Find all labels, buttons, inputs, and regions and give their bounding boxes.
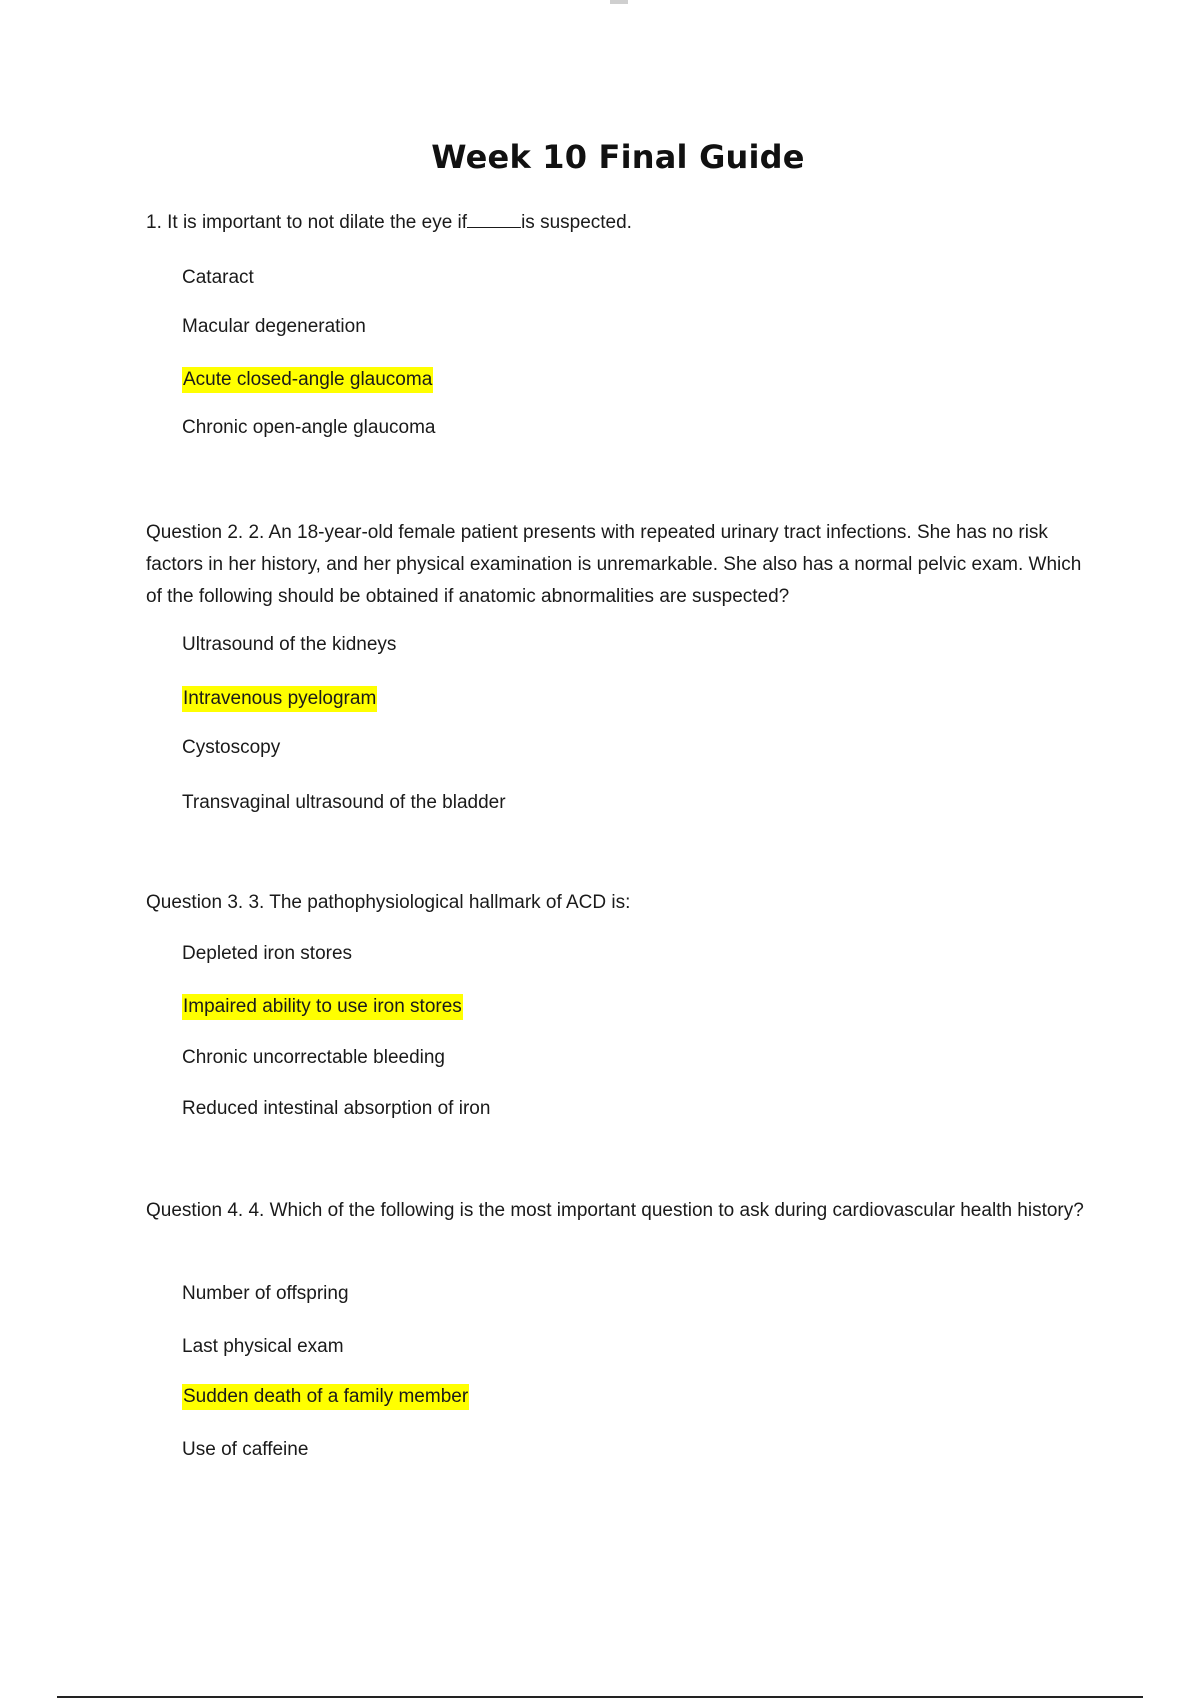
question-1-option-3-highlighted: Acute closed-angle glaucoma <box>182 367 433 393</box>
page-bottom-rule <box>57 1696 1143 1698</box>
question-1-suffix: is suspected. <box>521 212 632 233</box>
question-2-option-2-highlighted: Intravenous pyelogram <box>182 686 377 712</box>
question-1-option-4: Chronic open-angle glaucoma <box>182 417 436 438</box>
question-3-option-4: Reduced intestinal absorption of iron <box>182 1098 491 1119</box>
page-top-marker <box>610 0 628 4</box>
question-1-prefix: 1. It is important to not dilate the eye if <box>146 212 468 233</box>
question-2-option-1: Ultrasound of the kidneys <box>182 634 397 655</box>
question-3-option-3: Chronic uncorrectable bleeding <box>182 1047 445 1068</box>
answer-blank <box>467 209 521 228</box>
question-3-option-2-highlighted: Impaired ability to use iron stores <box>182 994 463 1020</box>
question-2: Question 2. 2. An 18-year-old female patient presents with repeated urinary tract infections. She has no risk factors in her history, and her physical examination is unremarkable. She also has a normal pelvic exam. Which of the following should be obtained if anatomic abnormalities are suspected? <box>146 522 1082 607</box>
question-3: Question 3. 3. The pathophysiological hallmark of ACD is: <box>146 892 631 913</box>
question-1-option-2: Macular degeneration <box>182 316 366 337</box>
question-3-option-1: Depleted iron stores <box>182 943 353 964</box>
question-4-option-2: Last physical exam <box>182 1336 344 1357</box>
question-4: Question 4. 4. Which of the following is the most important question to ask during cardiovascular health history? <box>146 1200 1084 1221</box>
question-4-option-4: Use of caffeine <box>182 1439 309 1460</box>
question-4-option-3-highlighted: Sudden death of a family member <box>182 1384 469 1410</box>
question-1-option-1: Cataract <box>182 267 254 288</box>
question-2-option-4: Transvaginal ultrasound of the bladder <box>182 792 506 813</box>
document-title: Week 10 Final Guide <box>431 138 805 176</box>
question-4-option-1: Number of offspring <box>182 1283 349 1304</box>
question-1 <box>146 207 1086 239</box>
question-2-option-3: Cystoscopy <box>182 737 281 758</box>
